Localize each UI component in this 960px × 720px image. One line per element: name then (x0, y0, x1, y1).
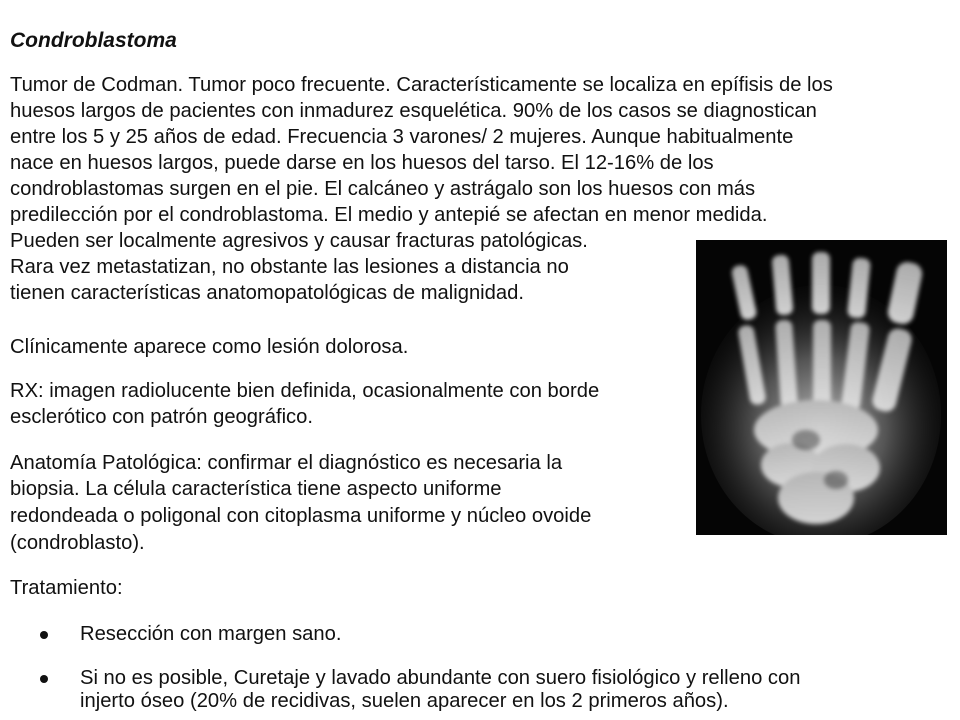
paragraph-1-line-8: Rara vez metastatizan, no obstante las lesiones a distancia no (10, 256, 569, 278)
document-title: Condroblastoma (10, 29, 177, 52)
paragraph-1-line-9: tienen características anatomopatológicas de malignidad. (10, 282, 524, 304)
foot-xray-icon (696, 240, 947, 535)
paragraph-1-line-2: huesos largos de pacientes con inmadurez esquelética. 90% de los casos se diagnostican (10, 100, 817, 122)
paragraph-3-line-1: RX: imagen radiolucente bien definida, ocasionalmente con borde (10, 380, 600, 402)
paragraph-1-line-7: Pueden ser localmente agresivos y causar fracturas patológicas. (10, 230, 588, 252)
paragraph-1-line-1: Tumor de Codman. Tumor poco frecuente. Característicamente se localiza en epífisis de los (10, 74, 833, 96)
treatment-heading: Tratamiento: (10, 577, 123, 599)
paragraph-1-line-4: nace en huesos largos, puede darse en los huesos del tarso. El 12-16% de los (10, 152, 714, 174)
bullet-1-line-1: Resección con margen sano. (80, 623, 342, 645)
paragraph-1-line-6: predilección por el condroblastoma. El medio y antepié se afectan en menor medida. (10, 204, 768, 226)
bullet-icon (40, 675, 48, 683)
paragraph-2-line-1: Clínicamente aparece como lesión dolorosa. (10, 336, 409, 358)
paragraph-4-line-4: (condroblasto). (10, 532, 145, 554)
paragraph-1-line-3: entre los 5 y 25 años de edad. Frecuencia 3 varones/ 2 mujeres. Aunque habitualmente (10, 126, 794, 148)
foot-xray-image (696, 240, 947, 535)
paragraph-4-line-3: redondeada o poligonal con citoplasma uniforme y núcleo ovoide (10, 505, 592, 527)
bullet-icon (40, 631, 48, 639)
bullet-2-line-1: Si no es posible, Curetaje y lavado abundante con suero fisiológico y relleno con (80, 667, 801, 689)
paragraph-1-line-5: condroblastomas surgen en el pie. El calcáneo y astrágalo son los huesos con más (10, 178, 756, 200)
paragraph-4-line-1: Anatomía Patológica: confirmar el diagnóstico es necesaria la (10, 452, 563, 474)
bullet-2-line-2: injerto óseo (20% de recidivas, suelen aparecer en los 2 primeros años). (80, 690, 729, 712)
paragraph-3-line-2: esclerótico con patrón geográfico. (10, 406, 313, 428)
paragraph-4-line-2: biopsia. La célula característica tiene aspecto uniforme (10, 478, 502, 500)
